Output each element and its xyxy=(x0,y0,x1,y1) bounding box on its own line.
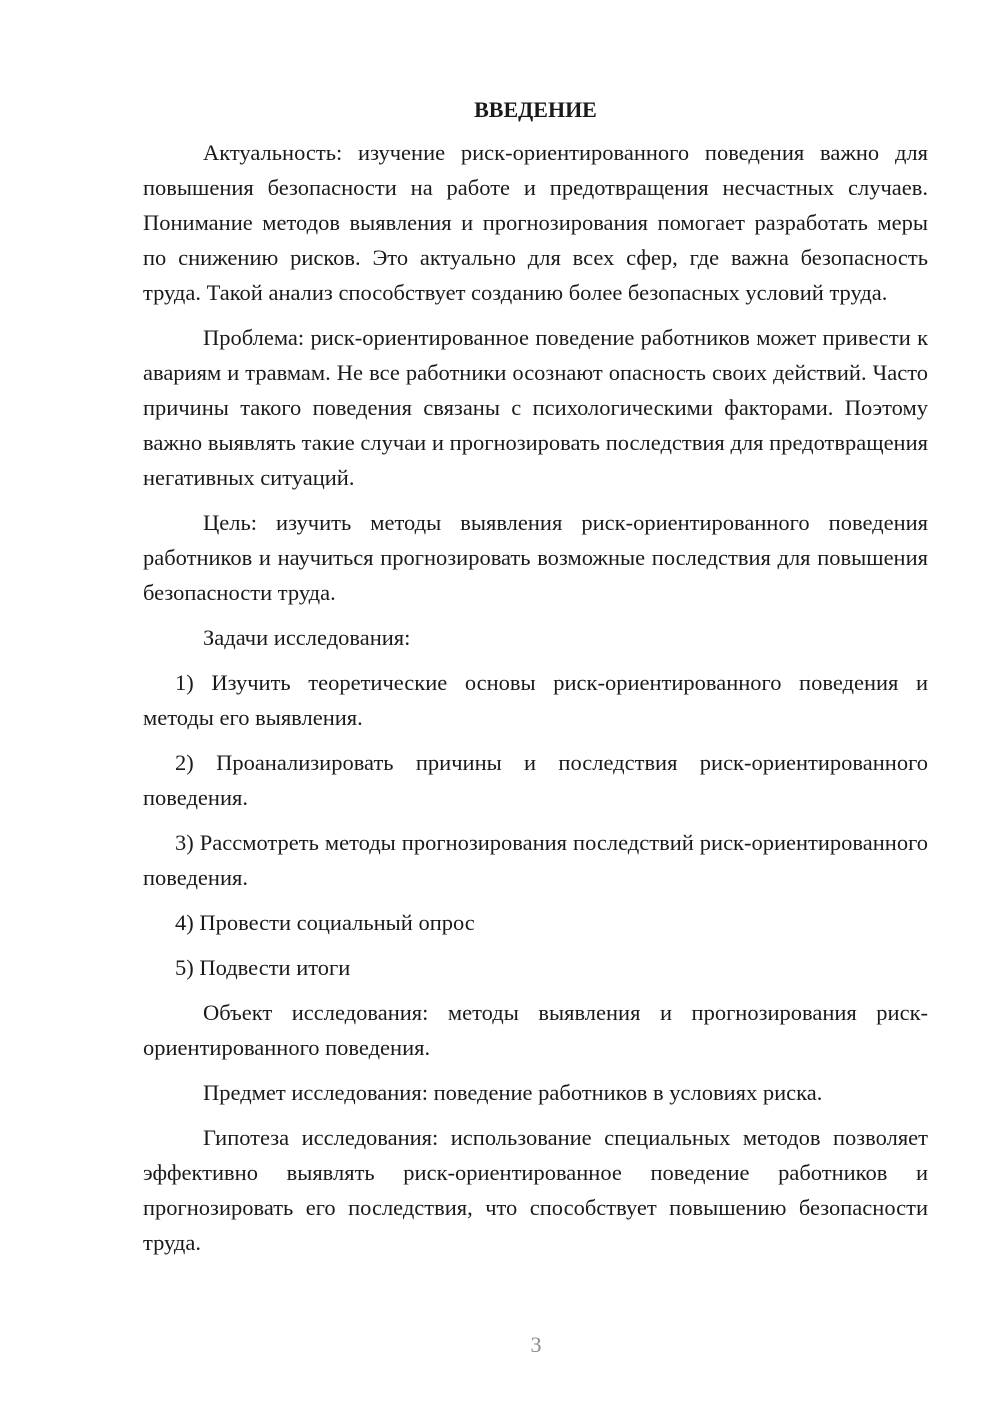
task-item-3: 3) Рассмотреть методы прогнозирования последствий риск-ориентированного поведения. xyxy=(143,830,928,890)
paragraph-problem: Проблема: риск-ориентированное поведение работников может привести к авариям и травмам. Не все работники осознают опасность своих действий. Часто причины такого поведения связаны с психологическими факторами. Поэтому важно выявлять такие случаи и прогнозировать последствия для предотвращения негативных ситуаций. xyxy=(143,325,928,490)
task-item-4: 4) Провести социальный опрос xyxy=(175,910,475,935)
page-number: 3 xyxy=(530,1332,542,1357)
task-item-2: 2) Проанализировать причины и последствия риск-ориентированного поведения. xyxy=(143,750,928,810)
paragraph-relevance: Актуальность: изучение риск-ориентированного поведения важно для повышения безопасности на работе и предотвращения несчастных случаев. Понимание методов выявления и прогнозирования помогает разработать меры по снижению рисков. Это актуально для всех сфер, где важна безопасность труда. Такой анализ способствует созданию более безопасных условий труда. xyxy=(143,140,928,305)
paragraph-object: Объект исследования: методы выявления и прогнозирования риск-ориентированного поведения. xyxy=(143,1000,928,1060)
paragraph-hypothesis: Гипотеза исследования: использование специальных методов позволяет эффективно выявлять риск-ориентированное поведение работников и прогнозировать его последствия, что способствует повышению безопасности труда. xyxy=(143,1125,928,1255)
paragraph-subject: Предмет исследования: поведение работников в условиях риска. xyxy=(203,1080,823,1105)
task-item-1: 1) Изучить теоретические основы риск-ориентированного поведения и методы его выявления. xyxy=(143,670,928,730)
paragraph-tasks-heading: Задачи исследования: xyxy=(203,625,411,650)
section-title: ВВЕДЕНИЕ xyxy=(474,97,597,122)
task-item-5: 5) Подвести итоги xyxy=(175,955,351,980)
paragraph-goal: Цель: изучить методы выявления риск-ориентированного поведения работников и научиться прогнозировать возможные последствия для повышения безопасности труда. xyxy=(143,510,928,605)
page-content xyxy=(143,94,928,1270)
